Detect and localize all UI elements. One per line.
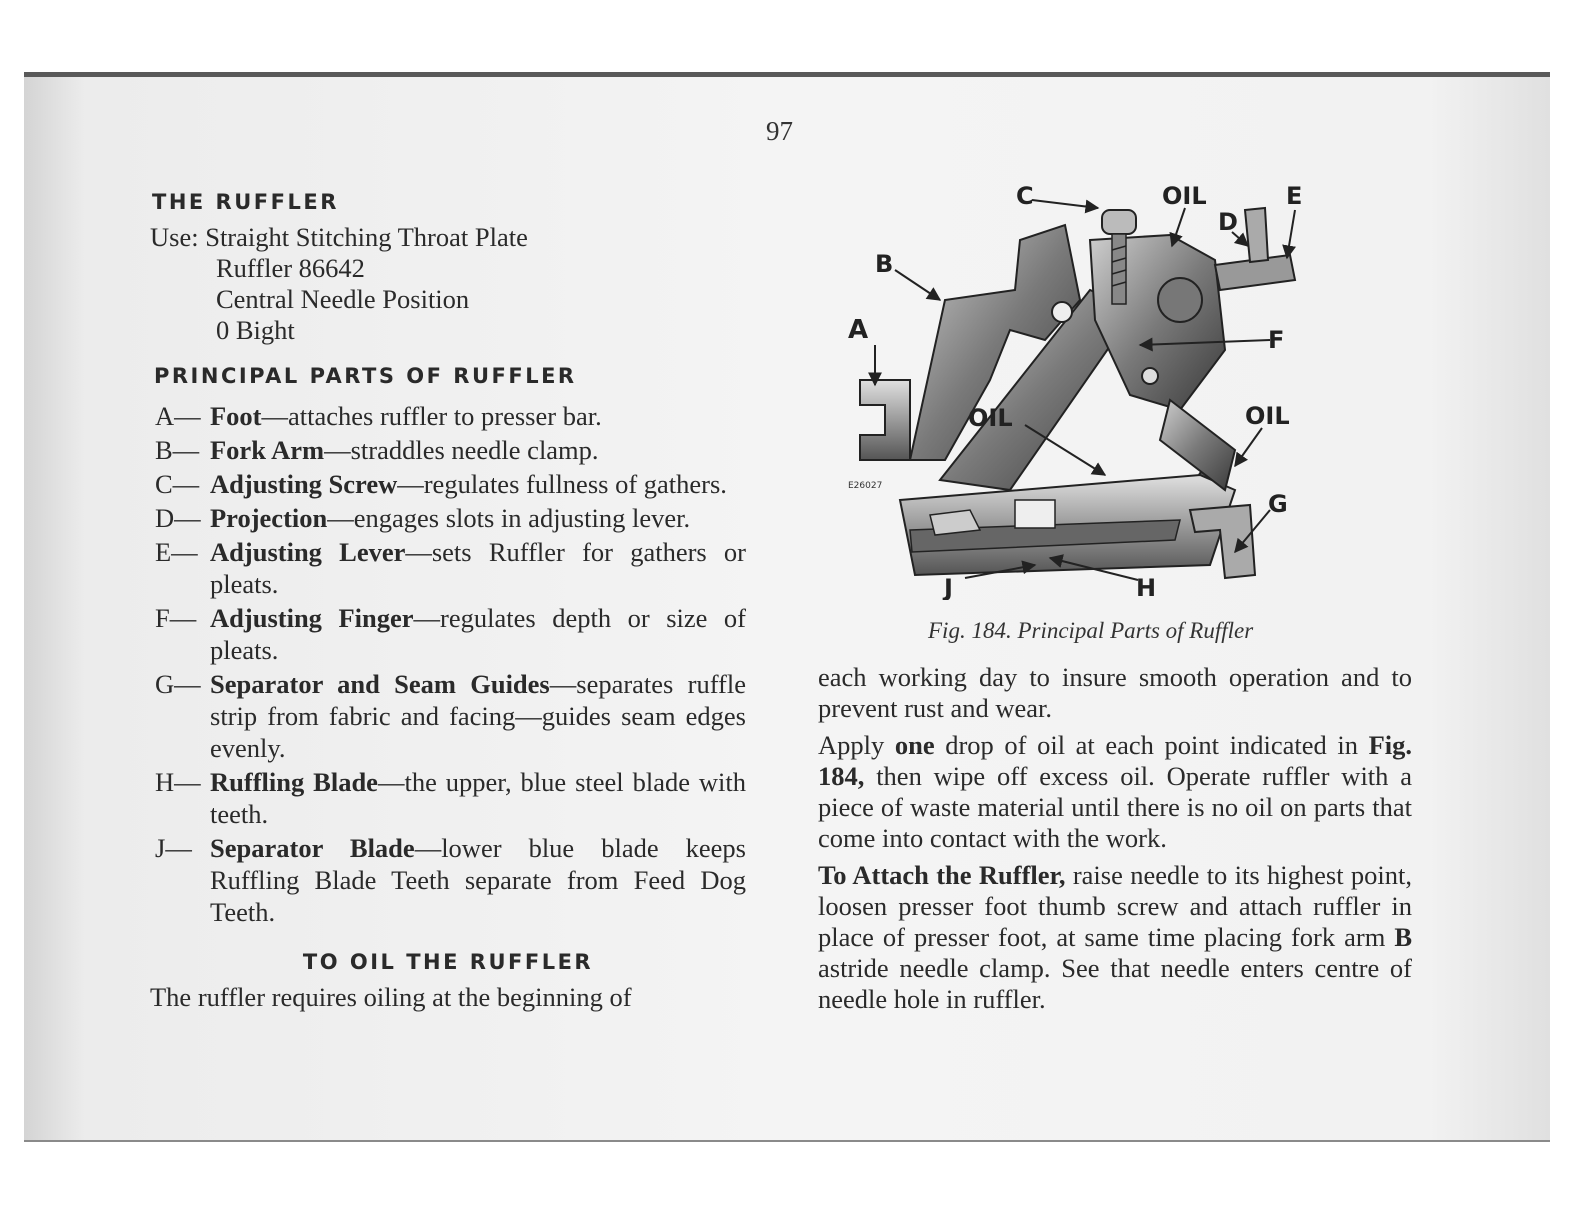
part-letter: B— [155,435,200,465]
oiling-text-left: The ruffler requires oiling at the beginning of [150,982,632,1012]
use-item: Straight Stitching Throat Plate [205,222,528,252]
part-desc: —attaches ruffler to presser bar. [261,401,602,431]
oiling-text-right: each working day to insure smooth operation and to prevent rust and wear. [818,662,1412,723]
use-prefix: Use: [150,222,199,252]
part-name: Separator Blade [210,833,415,863]
part-name: Projection [210,503,328,533]
figure-label-d: D [1218,208,1238,236]
part-letter: G— [155,669,201,699]
figure-label-c: C [1016,182,1034,210]
part-item-g [150,668,746,764]
part-name: Fork Arm [210,435,325,465]
figure-label-j: J [944,574,953,600]
page-number: 97 [766,116,793,146]
part-name: Adjusting Screw [210,469,398,499]
apply-bold-fig: Fig. 184, [818,730,1412,791]
figure-caption: Fig. 184. Principal Parts of Ruffler [928,618,1254,643]
figure-label-g: G [1268,490,1288,518]
apply-post: then wipe off excess oil. Operate ruffler with a piece of waste material until there is no oil on parts that come into contact with the work. [818,761,1412,853]
part-item-b [150,434,746,466]
attach-text-1: raise needle to its highest point, loosen presser foot thumb screw and attach ruffler in place of presser foot, at same time placing fork arm [818,860,1412,952]
part-item-c [150,468,746,500]
part-letter: F— [155,603,197,633]
part-desc: —regulates fullness of gathers. [397,469,727,499]
part-letter: H— [155,767,201,797]
part-name: Foot [210,401,262,431]
right-column [818,662,1412,1021]
figure-label-b: B [875,250,894,278]
apply-mid: drop of oil at each point indicated in [934,730,1369,760]
ruffler-figure [840,180,1320,600]
part-desc: —engages slots in adjusting lever. [327,503,691,533]
figure-label-f: F [1268,326,1285,354]
apply-bold-one: one [894,730,935,760]
part-item-d [150,502,746,534]
part-item-f [150,602,746,666]
figure-code: E26027 [848,481,883,491]
parts-heading: PRINCIPAL PARTS OF RUFFLER [154,364,577,388]
ruffler-illustration [860,208,1295,578]
figure-label-a: A [848,315,869,345]
figure-label-oil-top: OIL [1162,182,1207,210]
use-item: Ruffler 86642 [216,253,365,283]
attach-bold-b: B [1394,922,1412,952]
part-name: Separator and Seam Guides [210,669,550,699]
figure-label-oil-mid: OIL [968,404,1013,432]
part-name: Adjusting Lever [210,537,406,567]
part-item-e [150,536,746,600]
part-desc: —the upper, blue steel blade with teeth. [210,767,746,829]
apply-pre: Apply [818,730,895,760]
part-letter: C— [155,469,200,499]
left-column [150,190,746,1013]
part-desc: —regulates depth or size of pleats. [210,603,746,665]
use-list [150,222,746,346]
use-item: Central Needle Position [216,284,470,314]
part-item-a [150,400,746,432]
oiling-heading: TO OIL THE RUFFLER [302,950,594,974]
part-desc: —separates ruffle strip from fabric and facing—guides seam edges evenly. [210,669,746,763]
part-name: Ruffling Blade [210,767,378,797]
figure-label-oil-right: OIL [1245,402,1290,430]
figure-label-e: E [1286,182,1303,210]
part-item-h [150,766,746,830]
part-letter: J— [155,833,192,863]
attach-paragraph [818,860,1412,1015]
apply-paragraph [818,730,1412,854]
part-desc: —lower blue blade keeps Ruffling Blade Teeth separate from Feed Dog Teeth. [210,833,746,927]
ruffler-heading: THE RUFFLER [152,190,339,214]
part-name: Adjusting Finger [210,603,414,633]
attach-text-2: astride needle clamp. See that needle enters centre of needle hole in ruffler. [818,953,1412,1014]
part-letter: E— [155,537,198,567]
part-desc: —sets Ruffler for gathers or pleats. [210,537,747,599]
use-item: 0 Bight [216,315,295,345]
figure-label-h: H [1136,574,1157,600]
part-letter: D— [155,503,201,533]
part-item-j [150,832,746,928]
part-desc: —straddles needle clamp. [324,435,599,465]
attach-heading: To Attach the Ruffler, [818,860,1066,890]
part-letter: A— [155,401,201,431]
